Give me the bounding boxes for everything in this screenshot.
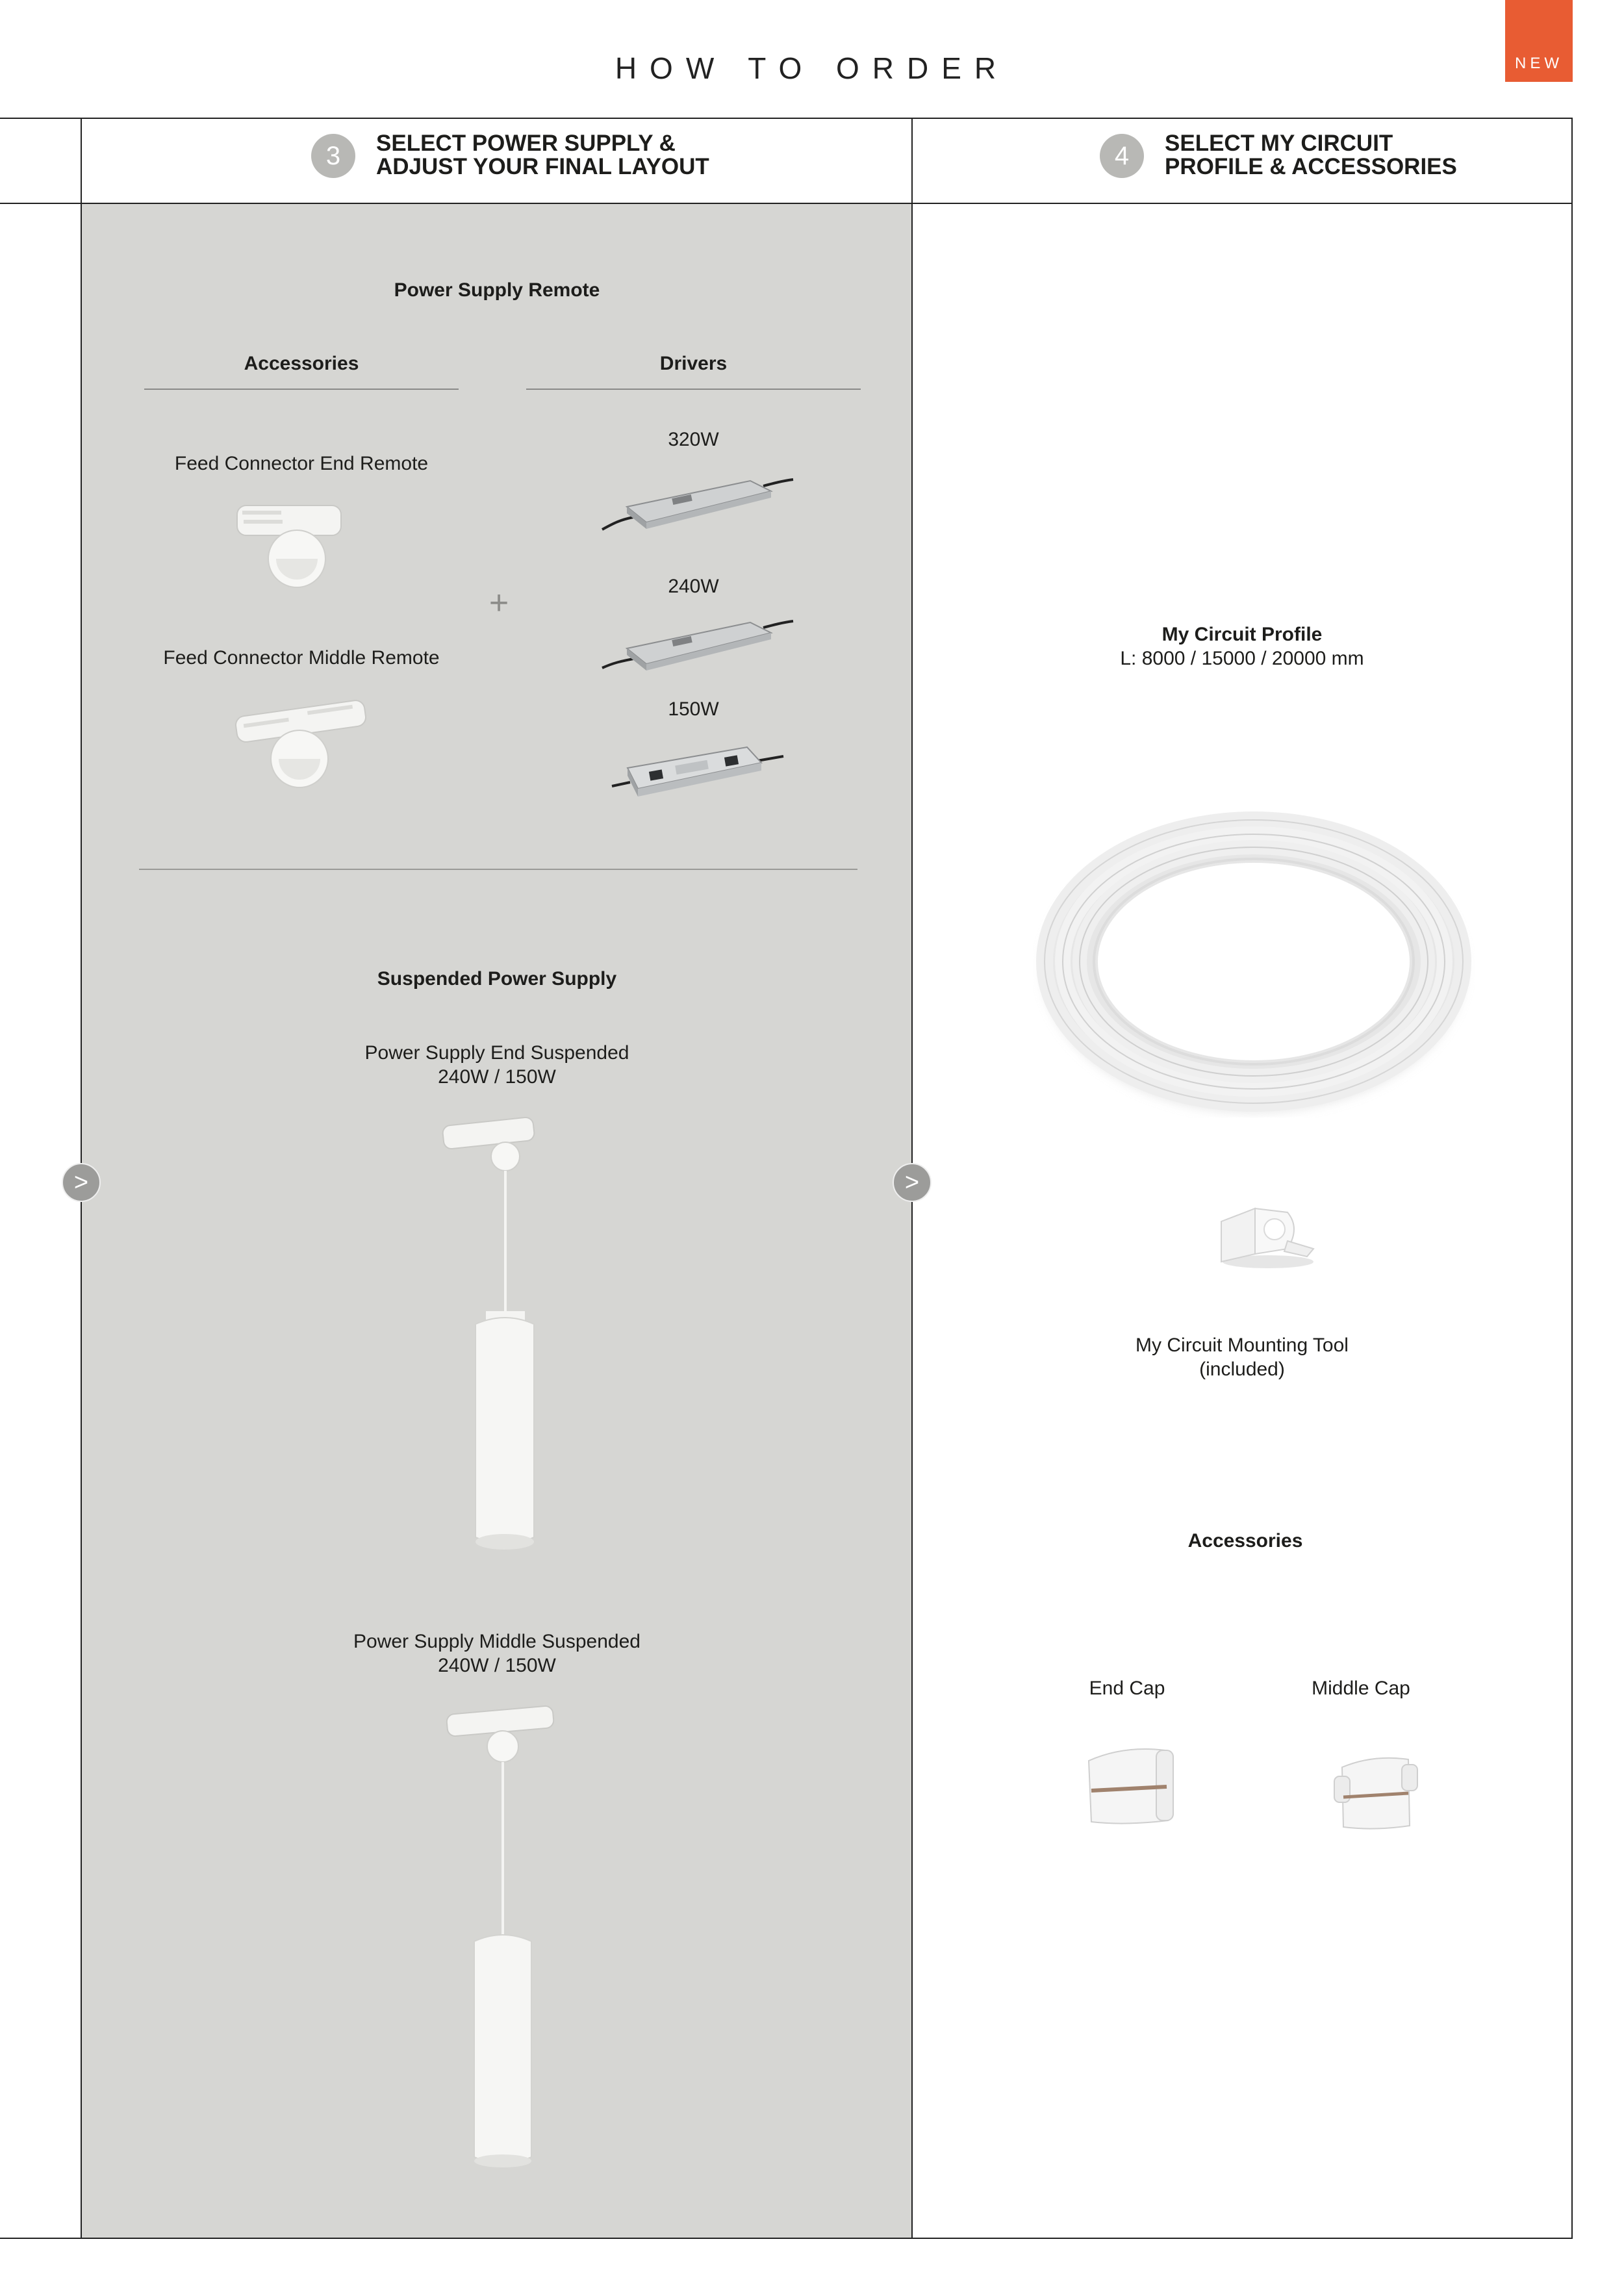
suspended-end-image xyxy=(435,1116,546,1558)
new-badge: NEW xyxy=(1505,0,1573,82)
suspended-middle-label xyxy=(82,1629,912,1678)
step-3-title-line1: SELECT POWER SUPPLY & xyxy=(376,131,676,156)
feed-connector-end-image xyxy=(231,494,354,598)
middle-cap-image xyxy=(1332,1748,1423,1839)
feed-connector-end-label: Feed Connector End Remote xyxy=(174,453,429,474)
mounting-tool-name: My Circuit Mounting Tool xyxy=(1136,1335,1349,1356)
step-4-title-line2: PROFILE & ACCESSORIES xyxy=(1165,154,1457,179)
section-divider xyxy=(139,869,857,870)
suspended-end-name: Power Supply End Suspended xyxy=(364,1042,629,1064)
feed-connector-middle-label: Feed Connector Middle Remote xyxy=(163,647,440,669)
suspended-middle-name: Power Supply Middle Suspended xyxy=(353,1631,641,1652)
feed-connector-middle-image xyxy=(231,689,374,799)
step-4-title xyxy=(1165,132,1457,179)
suspended-middle-image xyxy=(442,1701,559,2169)
driver-150w-image xyxy=(611,734,786,806)
table-top-border xyxy=(0,118,1573,119)
step-3-number: 3 xyxy=(311,134,355,178)
table-header-divider xyxy=(0,203,1573,204)
step-3-title xyxy=(376,132,709,179)
mounting-tool-label xyxy=(913,1333,1571,1381)
suspended-end-label xyxy=(82,1041,912,1089)
profile-accessories-heading: Accessories xyxy=(1187,1530,1303,1552)
plus-icon: + xyxy=(488,584,509,622)
suspended-end-wattage: 240W / 150W xyxy=(438,1066,556,1088)
next-arrow-button-column-3[interactable]: > xyxy=(893,1163,932,1202)
column-divider-right xyxy=(1571,118,1573,2239)
mounting-tool-image xyxy=(1210,1189,1320,1273)
end-cap-label: End Cap xyxy=(1089,1678,1165,1699)
driver-320w-label: 320W xyxy=(668,429,719,450)
remote-heading: Power Supply Remote xyxy=(394,279,600,301)
driver-240w-image xyxy=(601,611,796,682)
remote-drivers-heading: Drivers xyxy=(659,353,728,374)
step-3-title-line2: ADJUST YOUR FINAL LAYOUT xyxy=(376,154,709,179)
table-bottom-border xyxy=(0,2238,1573,2239)
drivers-rule xyxy=(526,389,861,390)
driver-320w-image xyxy=(601,468,796,539)
remote-accessories-heading: Accessories xyxy=(244,353,359,374)
step-4-title-line1: SELECT MY CIRCUIT xyxy=(1165,131,1393,156)
profile-coil-image xyxy=(1033,806,1475,1118)
suspended-middle-wattage: 240W / 150W xyxy=(438,1655,556,1676)
profile-lengths: L: 8000 / 15000 / 20000 mm xyxy=(1120,648,1364,669)
driver-240w-label: 240W xyxy=(668,576,719,597)
suspended-heading: Suspended Power Supply xyxy=(377,968,617,990)
mounting-tool-note: (included) xyxy=(1199,1359,1285,1380)
page-title: HOW TO ORDER xyxy=(615,51,1009,85)
end-cap-image xyxy=(1085,1741,1182,1832)
step-4-number: 4 xyxy=(1100,134,1144,178)
profile-title: My Circuit Profile xyxy=(1161,624,1323,645)
profile-info xyxy=(913,622,1571,671)
driver-150w-label: 150W xyxy=(668,698,719,720)
next-arrow-button-column-2[interactable]: > xyxy=(62,1163,101,1202)
middle-cap-label: Middle Cap xyxy=(1312,1678,1410,1699)
accessories-rule xyxy=(144,389,459,390)
